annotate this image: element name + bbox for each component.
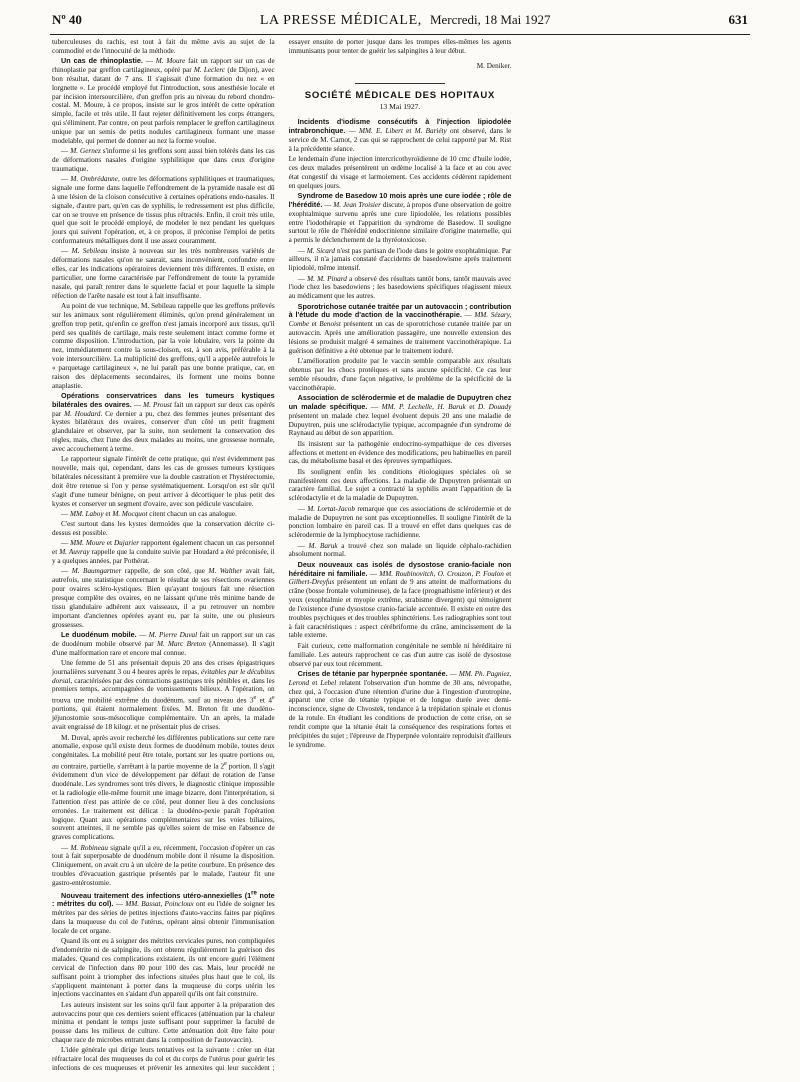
paragraph: Ils insistent sur la pathogénie endocrino-sympathique de ces diverses affections et mettent en évidence des modifications, peu habituelles en pareil cas, du métabolisme basal et des épreuves sympathiques. bbox=[288, 439, 512, 466]
paragraph: Fait curieux, cette malformation congénitale ne semble ni héréditaire ni familiale. Les auteurs rapprochent ce cas d'un autre cas isolé de dysostose observé par eux tout récemment. bbox=[288, 641, 512, 668]
paragraph: Crises de tétanie par hyperpnée spontanée. — MM. Ph. Pagniez, Lerond et Lebel relatent l'observation d'un homme de 30 ans, névropathe, chez qui, à l'occasion d'une rétention d'urine due à l'ingestion d'urotropine, apparut une crise de tétanie typique et de longue durée avec demi-inconscience, signe de Chvostek, tendance à la trépidation spinale et clonus de la rotule. En étudiant les conditions de production de cette crise, on se rendit compte que la tétanie était la conséquence des respirations fortes et précipitées du sujet ; l'épreuve de l'hyperpnée volontaire reproduisit d'ailleurs le syndrome. bbox=[288, 668, 512, 749]
paragraph: Ils soulignent enfin les conditions étiologiques spéciales où se manifestèrent ces deux affections. La maladie de Dupuytren présentait un caractère familial. Le sujet a contracté la syphilis avant l'apparition de la sclérodactylie et de la maladie de Dupuytren. bbox=[288, 467, 512, 503]
paragraph: Une femme de 51 ans présentait depuis 20 ans des crises épigastriques journalières survenant 3 ou 4 heures après le repas, évitables par le décubitus dorsal, caractérisées par des contractions gastriques très pénibles et, dans les premiers temps, accompagnées de vomissements bilieux. A l'opération, on trouva une mobilité extrême du duodénum, sauf au niveau des 3e et 4e portions, qui étaient normalement fixées. M. Breton fit une duodéno-jéjunostomie sous-mésocolique complémentaire. Un an après, la malade avait engraissé de 18 kilogr. et ne présentait plus de crises. bbox=[52, 658, 275, 732]
paragraph: tuberculeuses du rachis, est tout à fait du même avis au sujet de la commodité et de l'innocuité de la méthode. bbox=[52, 38, 275, 55]
society-heading: SOCIÉTÉ MÉDICALE DES HOPITAUX bbox=[304, 89, 496, 101]
paragraph: Nouveau traitement des infections utéro-annexielles (1re note : métrites du col). — MM. Bassat, Poincloux ont eu l'idée de soigner les métrites par des séries de petites injections d'auto-vaccins faites par piqûres dans la muqueuse du col de l'utérus, opérant ainsi obtenir l'immunisation locale de cet organe. bbox=[52, 890, 275, 936]
paragraph: Quand ils ont eu à soigner des métrites cervicales pures, non compliquées d'endométrite ni de salpingite, ils ont obtenu régulièrement la guérison des malades. Quand ces complications existaient, ils ont encore guéri l'élément cervical de l'infection dans 80 pour 100 des cas. Mais, leur procédé ne suffisant point à triompher des infections situées plus haut que le col, ils s'appliquent maintenant à porter dans la muqueuse du corps utérin les injections vaccinantes en s'aidant d'un appareil qu'ils ont fait construire. bbox=[52, 937, 275, 999]
paragraph: — M. Ombrédanne, outre les déformations syphilitiques et traumatiques, signale une forme dans laquelle l'effondrement de la pyramide nasale est dû à une lésion de la cloison consécutive à certaines opérations endo-nasales. Il signale, d'autre part, qu'en cas de syphilis, le redressement est plus difficile, car on se trouve en présence de tissus plus rétractés. Enfin, il croit très utile, quel que soit le procédé employé, de modeler le nez pendant les quelques jours qui suivent l'opération, et, à ce propos, il préconise l'emploi de petits conformateurs métalliques dont il use assez couramment. bbox=[52, 175, 275, 246]
paragraph: Les auteurs insistent sur les soins qu'il faut apporter à la préparation des autovaccins pour que ces derniers soient efficaces (atténuation par la chaleur minima et pendant le temps juste suffisant pour supprimer la faculté de pousse dans les milieux de culture. Cette atténuation doit être faite pour chaque race de microbes entrant dans la composition de l'autovaccin). bbox=[52, 1000, 275, 1045]
society-date: 13 Mai 1927. bbox=[379, 102, 421, 112]
page-number: 631 bbox=[728, 12, 748, 27]
paragraph: Incidents d'iodisme consécutifs à l'injection lipiodolée intrabronchique. — MM. E. Libert et M. Bariéty ont observé, dans le service de M. Carnot, 2 cas qui se rapprochent de celui rapporté par M. Rist à la précédente séance. bbox=[288, 117, 512, 153]
paragraph: — M. Sebileau insiste à nouveau sur les très nombreuses variétés de déformations nasales qu'on ne saurait, sans inconvénient, confondre entre elles, car les indications opératoires deviennent très différentes. Il existe, en particulier, une forme caractérisée par l'effondrement de toute la pyramide nasale, qui paraît rentrer dans le squelette facial et pour laquelle la simple réfection de l'arête nasale est tout à fait insuffisante. bbox=[52, 247, 275, 300]
paragraph: L'amélioration produite par le vaccin semble comparable aux résultats obtenus par les chocs protéiques et sans aucune spécificité. Ce cas leur semble résoudre, d'une façon négative, le problème de la spécificité de la vaccinothérapie. bbox=[288, 357, 512, 392]
running-header bbox=[52, 12, 748, 36]
issue-number: Nº 40 bbox=[52, 12, 82, 27]
paragraph: Sporotrichose cutanée traitée par un autovaccin ; contribution à l'étude du mode d'action de la vaccinothérapie. — MM. Sézary, Combe et Benoist présentent un cas de sporotrichose cutanée traitée par un autovaccin. Après une amélioration passagère, une nouvelle extension des lésions se produisit malgré 4 semaines de traitement vaccinothérapique. La guérison définitive a été obtenue par le traitement ioduré. bbox=[288, 301, 512, 355]
paragraph: — M. Baruk a trouvé chez son malade un liquide céphalo-rachidien absolument normal. bbox=[288, 541, 512, 559]
journal-title-line bbox=[260, 12, 551, 29]
paragraph: Syndrome de Basedow 10 mois après une cure iodée ; rôle de l'hérédité. — M. Jean Troisier discute, à propos d'une observation de goitre exophtalmique survenu après une cure lipiodolée, les relations possibles entre l'iodothérapie et l'apparition du syndrome de Basedow. Il souligne surtout le rôle de l'hérédité endocrinienne similaire d'origine maternelle, qui a permis le déclenchement de la thyréotoxicose. bbox=[288, 190, 512, 245]
header-rule bbox=[50, 34, 750, 35]
paragraph: — M. Gernez s'informe si les greffons sont aussi bien tolérés dans les cas de déformations nasales d'origine syphilitique que dans ceux d'origine traumatique. bbox=[52, 147, 275, 173]
paragraph: Opérations conservatrices dans les tumeurs kystiques bilatérales des ovaires. — M. Proust fait un rapport sur deux cas opérés par M. Houdard. Ce dernier a pu, chez des femmes jeunes présentant des kystes bilatéraux des ovaires, conserver d'un côté un petit fragment glandulaire et observer, par la suite, non seulement la conservation des règles, mais, chez l'une des deux malades au moins, une grossesse normale, avec accouchement à terme. bbox=[52, 390, 275, 453]
paragraph: — M. M. Pinard a observé des résultats tantôt bons, tantôt mauvais avec l'iode chez les basedowiens ; les basedowiens spécifiques réagissent mieux au médicament que les autres. bbox=[288, 274, 512, 301]
paragraph: Un cas de rhinoplastie. — M. Moure fait un rapport sur un cas de rhinoplastie par greffon cartilagineux, opéré par M. Leclerc (de Dijon), avec bon résultat, datant de 7 ans. Il s'agissait d'une formation du nez « en lorgnette ». Le procédé employé fut l'introduction, sous anesthésie locale et par incision intersourcilière, d'un greffon pris au niveau du rebord chondro-costal. M. Moure, à ce propos, insiste sur le gros intérêt de cette opération simple, facile et très utile. Il faut rejeter définitivement les corps étrangers, qui s'éliminent. Par contre, on peut parfois remplacer le greffon cartilagineux unique par un semis de petits nodules cartilagineux formant une masse modelable, qui permet de donner au nez la forme voulue. bbox=[52, 56, 275, 145]
paragraph: — M. Sicard n'est pas partisan de l'iode dans le goitre exophtalmique. Par ailleurs, il n'a jamais constaté d'accidents de basedowisme après traitement lipiodolé, même intensif. bbox=[288, 246, 512, 273]
article-columns bbox=[52, 38, 748, 1078]
signature: M. Deniker. bbox=[476, 61, 512, 70]
paragraph: — M. Baumgartner rappelle, de son côté, que M. Walther avait fait, autrefois, une statistique concernant le résultat de ses résections ovariennes pour ovaires scléro-kystiques. Bien qu'ayant toujours fait une résection presque complète des ovaires, en ne laissant qu'une très minime bande de tissu glandulaire adhérent aux vaisseaux, il a pu retrouver un nombre important d'anciennes opérées ayant eu, par la suite, une ou plusieurs grossesses. bbox=[52, 567, 275, 629]
paragraph: C'est surtout dans les kystes dermoïdes que la conservation décrite ci-dessus est possible. bbox=[52, 520, 275, 538]
paragraph: Le duodénum mobile. — M. Pierre Duval fait un rapport sur un cas de duodénum mobile observé par M. Marc Breton (Annemasse). Il s'agit d'une malformation rare et encore mal connue. bbox=[52, 629, 275, 657]
paragraph: Le rapporteur signale l'intérêt de cette pratique, qui n'est évidemment pas nouvelle, mais qui, cependant, dans les cas de grosses tumeurs kystiques bilatérales nécessitant à première vue la double castration et l'hystérectomie, doit être retenue si l'on y pense systématiquement. Lorsqu'on est sûr qu'il s'agit d'une tumeur bénigne, on peut arriver à décortiquer le plus petit des kystes et conserver un segment d'ovaire, avec son pédicule vasculaire. bbox=[52, 455, 275, 508]
paragraph: — MM. Laboy et M. Mocquot citent chacun un cas analogue. bbox=[61, 509, 237, 518]
paragraph: Deux nouveaux cas isolés de dysostose cranio-faciale non héréditaire ni familiale. — MM. Roubinovitch, O. Crouzon, P. Foulon et Gilbert-Dreyfus présentent un enfant de 9 ans atteint de malformations du crâne (bosse frontale volumineuse), de la face (prognathisme inférieur) et des yeux (exophtalmie et myopie extrême, strabisme divergent) qui témoignent de l'existence d'une dysostose cranio-faciale accentuée. Il existe en outre des troubles psychiques et des troubles sphinctériens. Les radiographies sont tout à fait caractéristiques : aspect cérébriforme du crâne, amincissement de la table externe. bbox=[288, 559, 512, 640]
section-divider bbox=[355, 83, 444, 84]
paragraph: — M. Robineau signale qu'il a eu, récemment, l'occasion d'opérer un cas tout à fait superposable de duodénum mobile dont il résume la disposition. Cliniquement, on avait cru à un ulcère de la petite courbure. En présence des troubles d'évacuation gastrique présentés par le malade, l'auteur fit une gastro-entérostomie. bbox=[52, 843, 275, 887]
paragraph: L'idée générale qui dirige leurs tentatives est la suivante : créer un état réfractaire local des muqueuses du col et du corps de l'utérus pour guérir les infections de ces muqueuses et prévenir les annexites qui leur succèdent ; essayer ensuite de porter jusque dans les trompes elles-mêmes les agents immunisants pour tenter de guérir les salpingites à leur début. bbox=[52, 38, 512, 1073]
paragraph: — MM. Moure et Dujarier rapportent également chacun un cas personnel et M. Auvray rappelle que la conduite suivie par Houdard a été préconisée, il y a quelques années, par Pothérat. bbox=[52, 539, 275, 566]
paragraph: — M. Lortat-Jacob remarque que ces associations de sclérodermie et de maladie de Dupuytren ne sont pas exceptionnelles. Il souligne l'intérêt de la ponction lombaire en pareil cas. Il a trouvé en effet dans quelques cas de sclérodermie de la lymphocytose rachidienne. bbox=[288, 504, 512, 540]
paragraph: Association de sclérodermie et de maladie de Dupuytren chez un malade spécifique. — MM. P. Lechelle, H. Baruk et D. Douady présentent un malade chez lequel évoluent depuis 20 ans une maladie de Dupuytren, puis une sclérodactylie typique, accompagnée d'un syndrome de Raynaud au début de son apparition. bbox=[288, 393, 512, 438]
paragraph: M. Duval, après avoir recherché les différentes publications sur cette rare anomalie, expose qu'il existe deux formes de duodénum mobile, toutes deux congénitales. La mobilité peut être totale, portant sur les quatre portions ou, au contraire, partielle, s'arrêtant à la partie moyenne de la 2e portion. Il s'agit évidemment d'un vice de développement par défaut de rotation de l'anse duodénale. Les syndromes sont très divers, le diagnostic clinique impossible et la radiologie elle-même fournit une image bizarre, dont l'interprétation, si l'attention n'est pas attirée de ce côté, peut donner lieu à des conclusions erronées. Le traitement est délicat : la duodéno-pexie paraît l'opération logique. Quant aux opérations complémentaires sur les voies biliaires, souvent atteintes, il ne semble pas qu'elles soient de mise en l'absence de graves complications. bbox=[52, 733, 275, 842]
issue-date: Mercredi, 18 Mai 1927 bbox=[429, 12, 551, 27]
paragraph: Au point de vue technique, M. Sebileau rappelle que les greffons prélevés sur les animaux sont régulièrement éliminés, qu'on prend généralement un greffon trop petit, qu'enfin ce greffon n'est jamais incorporé aux tissus, qu'il perd ses qualités de cartilage, mais reste seulement intact comme forme et comme disposition. L'introduction, par la voie lobulaire, vers la pointe du nez, immédiatement contre la sous-cloison, est, à son avis, préférable à la voie intersourcilière. La multiplicité des greffons, qu'il a appelée autrefois le « parquetage cartilagineux », ne lui paraît pas une bonne pratique, car, en raison des déplacements secondaires, ils forment une moins bonne anaplastie. bbox=[52, 301, 275, 390]
journal-name: LA PRESSE MÉDICALE, bbox=[259, 13, 422, 28]
paragraph: Le lendemain d'une injection intercricothyroïdienne de 10 cmc d'huile iodée, ces deux malades présentèrent un œdème localisé à la face et au cou avec état congestif du visage et larmoiement. Ces accidents cédèrent rapidement en quelques jours. bbox=[288, 155, 512, 190]
